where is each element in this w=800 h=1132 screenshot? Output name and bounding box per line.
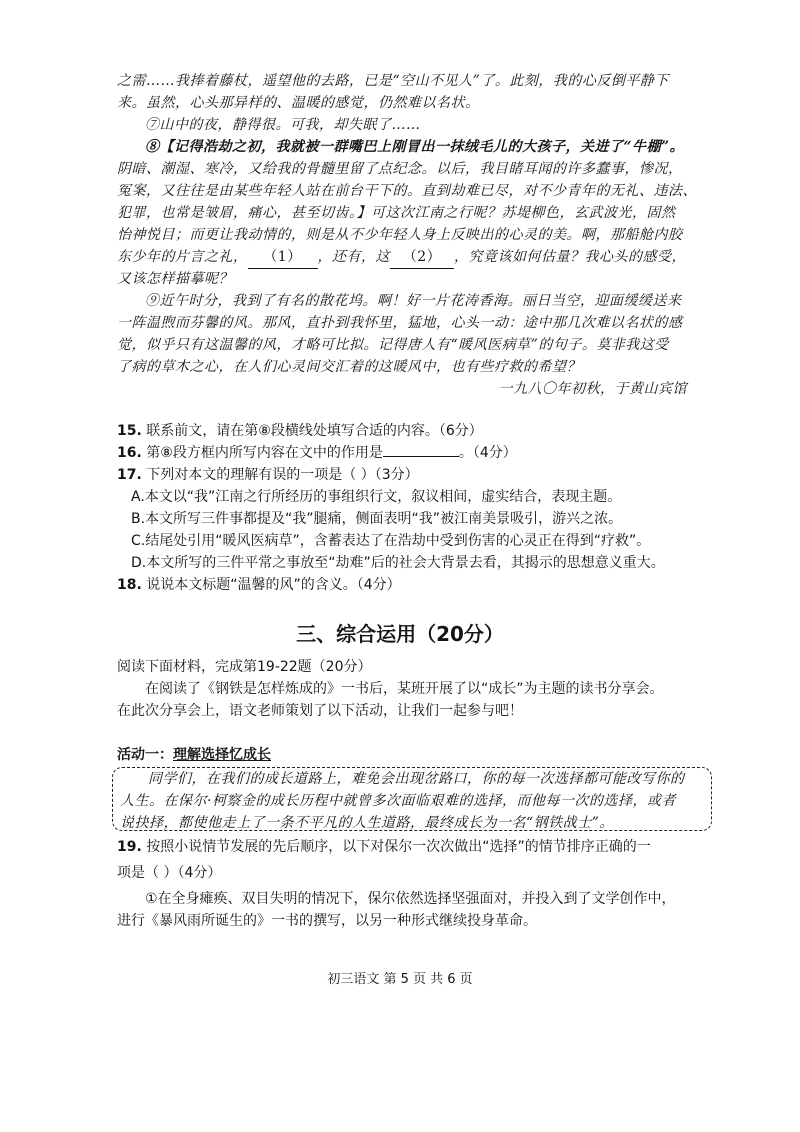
q18-number: 18.	[117, 577, 142, 593]
box-line-3: 说抉择，都使他走上了一条不平凡的人生道路，最终成长为一名“钢铁战士”。	[120, 815, 614, 831]
section-3-title: 三、综合运用（20分）	[296, 622, 504, 646]
q19-item-1-line-2: 进行《暴风雨所诞生的》一书的撰写，以另一种形式继续投身革命。	[117, 913, 537, 929]
q16-number: 16.	[117, 445, 142, 461]
q17-option-c: C.结尾处引用“暖风医病草”，含蓄表达了在浩劫中受到伤害的心灵正在得到“疗救”。	[131, 533, 651, 549]
paragraph-9-line-2: 一阵温煦而芬馨的风。那风，直扑到我怀里，猛地，心头一动：途中那几次难以名状的感	[117, 315, 683, 331]
answer-blank-2[interactable]: （2）	[390, 246, 454, 269]
q19-number: 19.	[117, 839, 142, 855]
question-16	[117, 442, 697, 464]
activity-1-box-text	[120, 768, 700, 834]
passage-line-1: 之需……我捧着藤杖，遥望他的去路，已是“空山不见人”了。此刻，我的心反倒平静下	[117, 73, 669, 89]
activity-1-label: 活动一：	[117, 747, 173, 763]
paragraph-8-line-1	[117, 136, 697, 158]
passage-line-2: 来。虽然，心头那异样的、温暖的感觉，仍然难以名状。	[117, 95, 480, 111]
q18-text: 说说本文标题“温馨的风”的含义。（4分）	[146, 577, 401, 593]
q16-answer-blank[interactable]	[383, 456, 459, 457]
activity-1-title: 理解选择忆成长	[173, 747, 271, 763]
paragraph-8-line-5: 怡神悦目；而更让我动情的，则是从不少年轻人身上反映出的心灵的美。啊，那船舱内胶	[117, 227, 683, 243]
q19-item-1-line-1: ①在全身瘫痪、双目失明的情况下，保尔依然选择坚强面对，并投入到了文学创作中，	[145, 891, 676, 907]
page-footer: 初三语文 第 5 页 共 6 页	[327, 972, 473, 987]
section-3-intro	[117, 656, 697, 722]
question-18	[117, 574, 697, 596]
paragraph-8-line-4: 犯罪，也常是皱眉，痛心，甚至切齿。】可这次江南之行呢？苏堤柳色，玄武波光，固然	[117, 205, 676, 221]
q19-line-1: 按照小说情节发展的先后顺序，以下对保尔一次次做出“选择”的情节排序正确的一	[146, 839, 651, 855]
question-17	[117, 464, 697, 486]
question-15	[117, 420, 697, 442]
q17-text: 下列对本文的理解有误的一项是（ ）（3分）	[146, 467, 419, 483]
paragraph-9-line-1: ⑨近午时分，我到了有名的散花坞。啊！好一片花涛香海。丽日当空，迎面缓缓送来	[145, 293, 682, 309]
q17-option-d: D.本文所写的三件平常之事放至“劫难”后的社会大背景去看，其揭示的思想意义重大。	[131, 555, 665, 571]
paragraph-8-start: ⑧【记得浩劫之初，我就被一群嘴巴上刚冒出一抹绒毛儿的大孩子，关进了“牛棚”。	[145, 139, 685, 155]
signature: 一九八〇年初秋，于黄山宾馆	[498, 381, 687, 397]
paragraph-8-blank-line	[117, 246, 697, 268]
box-line-1: 同学们，在我们的成长道路上，难免会出现岔路口，你的每一次选择都可能改写你的	[148, 771, 685, 787]
q16-text: 第⑧段方框内所写内容在文中的作用是	[146, 445, 383, 461]
section-3-instructions: 阅读下面材料，完成第19-22题（20分）	[117, 659, 372, 675]
paragraph-9-line-3: 觉，似乎只有这温馨的风，才略可比拟。记得唐人有“暖风医病草”的句子。莫非我这受	[117, 337, 669, 353]
activity-1-heading	[117, 744, 697, 766]
blank-line-suffix: ，究竟该如何估量？我心头的感受，	[454, 249, 686, 265]
paragraph-7: ⑦山中的夜，静得很。可我，却失眠了……	[145, 117, 421, 133]
q16-points: 。（4分）	[458, 445, 517, 461]
blank-line-middle: ，还有，这	[317, 249, 390, 265]
passage	[117, 70, 697, 400]
q15-text: 联系前文，请在第⑧段横线处填写合适的内容。（6分）	[146, 423, 483, 439]
question-19	[117, 836, 697, 932]
section-3-para-2: 在此次分享会上，语文老师策划了以下活动，让我们一起参与吧！	[117, 703, 523, 719]
q19-line-2: 项是（ ）（4分）	[117, 865, 222, 881]
paragraph-8-line-3: 冤案，又往往是由某些年轻人站在前台干下的。直到劫难已尽，对不少青年的无礼、违法、	[117, 183, 697, 199]
paragraph-8-line-2: 阴暗、潮湿、寒冷，又给我的骨髓里留了点纪念。以后，我目睹耳闻的许多蠢事，惨况，	[117, 161, 683, 177]
q17-number: 17.	[117, 467, 142, 483]
section-3-para-1: 在阅读了《钢铁是怎样炼成的》一书后，某班开展了以“成长”为主题的读书分享会。	[145, 681, 664, 697]
paragraph-9-line-4: 了病的草木之心，在人们心灵间交汇着的这暖风中，也有些疗救的希望？	[117, 359, 581, 375]
box-line-2: 人生。在保尔·柯察金的成长历程中就曾多次面临艰难的选择，而他每一次的选择，或者	[120, 793, 676, 809]
paragraph-8-line-7: 又该怎样描摹呢？	[117, 271, 233, 287]
q17-option-b: B.本文所写三件事都提及“我”腿痛，侧面表明“我”被江南美景吸引，游兴之浓。	[131, 511, 623, 527]
blank-line-prefix: 东少年的片言之礼，	[117, 249, 248, 265]
q17-option-a: A.本文以“我”江南之行所经历的事组织行文，叙议相间，虚实结合，表现主题。	[131, 489, 622, 505]
answer-blank-1[interactable]: （1）	[248, 246, 318, 269]
q15-number: 15.	[117, 423, 142, 439]
questions-15-18	[117, 420, 697, 596]
